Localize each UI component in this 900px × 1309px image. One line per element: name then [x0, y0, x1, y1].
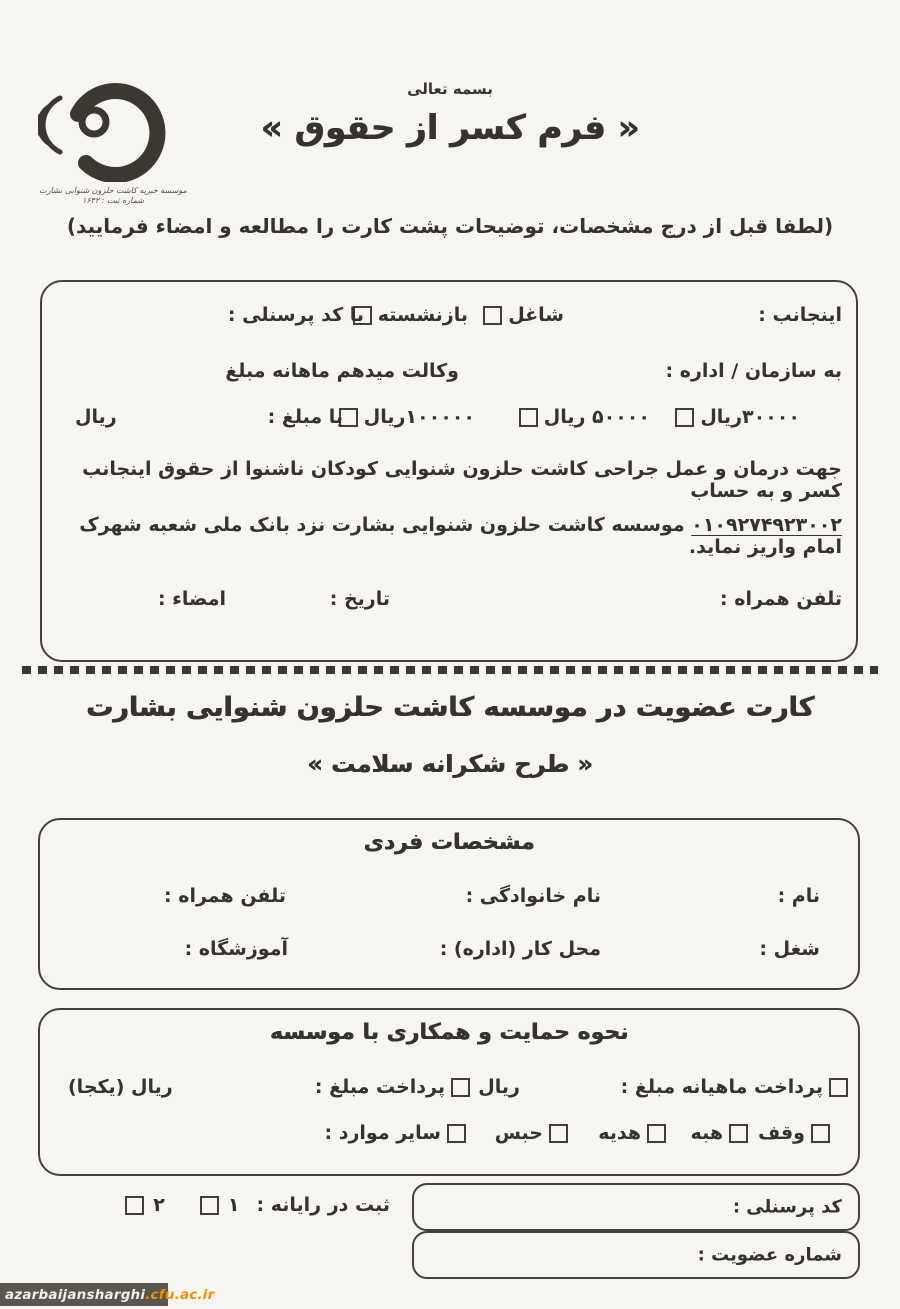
option-habs	[495, 1122, 568, 1144]
support-methods-box	[38, 1008, 860, 1176]
personal-details-box	[38, 818, 860, 990]
label-amount-100000: ۱۰۰۰۰۰ریال	[363, 406, 475, 428]
label-rial: ریال	[75, 406, 117, 428]
label-personnel-code: با کد پرسنلی :	[227, 304, 364, 326]
label-workplace: محل کار (اداره) :	[439, 938, 601, 960]
option-amount-50000	[519, 406, 650, 428]
cochlea-ear-icon	[38, 70, 178, 182]
checkbox-amount-50000[interactable]	[519, 408, 538, 427]
option-employed	[483, 304, 564, 326]
besmele-text: بسمه تعالی	[407, 80, 493, 98]
personnel-code-field[interactable]	[412, 1183, 860, 1231]
checkbox-other-cases[interactable]	[447, 1124, 466, 1143]
label-monthly-payment: پرداخت ماهیانه مبلغ :	[620, 1076, 823, 1098]
label-heba: هبه	[690, 1122, 723, 1144]
label-onetime-payment: پرداخت مبلغ :	[314, 1076, 445, 1098]
watermark-bar	[0, 1283, 215, 1306]
label-amount-50000: ۵۰۰۰۰ ریال	[543, 406, 650, 428]
watermark-domain: .cfu.ac.ir	[145, 1286, 215, 1303]
option-amount-100000	[339, 406, 475, 428]
option-amount-30000	[675, 406, 800, 428]
option-other-cases	[325, 1122, 466, 1144]
option-retired	[353, 304, 468, 326]
option-heba	[691, 1122, 748, 1144]
label-authorize-monthly: وکالت میدهم ماهانه مبلغ	[225, 360, 459, 382]
label-membership-number: شماره عضویت :	[697, 1244, 842, 1266]
label-footer-personnel-code: کد پرسنلی :	[732, 1196, 842, 1218]
checkbox-gift[interactable]	[647, 1124, 666, 1143]
checkbox-entry-1[interactable]	[200, 1196, 219, 1215]
option-waqf	[758, 1122, 830, 1144]
label-employed: شاغل	[508, 304, 564, 326]
checkbox-waqf[interactable]	[811, 1124, 830, 1143]
label-signature: امضاء :	[157, 588, 226, 610]
deduction-form-box	[40, 280, 858, 662]
account-line	[56, 514, 842, 558]
label-entry-1: ۱	[227, 1194, 240, 1216]
checkbox-monthly-payment[interactable]	[829, 1078, 848, 1097]
account-line-rest: موسسه کاشت حلزون شنوایی بشارت نزد بانک ملی شعبه شهرک امام واریز نماید.	[79, 514, 842, 558]
checkbox-amount-30000[interactable]	[675, 408, 694, 427]
label-date: تاریخ :	[329, 588, 390, 610]
dashed-separator	[22, 666, 878, 674]
label-amount-30000: ۳۰۰۰۰ریال	[700, 406, 800, 428]
label-gift: هدیه	[598, 1122, 641, 1144]
logo-caption-line1: موسسه خیریه کاشت حلزون شنوایی بشارت	[39, 186, 187, 195]
label-first-name: نام :	[777, 885, 820, 907]
label-rial-lump-sum: ریال (یکجا)	[68, 1076, 173, 1098]
label-or-amount: یا مبلغ :	[267, 406, 343, 428]
institute-logo	[38, 70, 188, 206]
label-waqf: وقف	[758, 1122, 805, 1144]
membership-card-title: کارت عضویت در موسسه کاشت حلزون شنوایی بشارت	[85, 692, 815, 723]
label-rial-monthly: ریال	[478, 1076, 520, 1098]
label-last-name: نام خانوادگی :	[465, 885, 601, 907]
form-subtitle: (لطفا قبل از درج مشخصات، توضیحات پشت کارت را مطالعه و امضاء فرمایید)	[66, 214, 834, 238]
watermark-site-name: azarbaijansharghi	[5, 1286, 146, 1303]
checkbox-onetime-payment[interactable]	[451, 1078, 470, 1097]
deduction-purpose-sentence: جهت درمان و عمل جراحی کاشت حلزون شنوایی کودکان ناشنوا از حقوق اینجانب کسر و به حساب	[82, 458, 842, 502]
label-i-the-undersigned: اینجانب :	[758, 304, 842, 326]
bank-account-number: ۰۱۰۹۲۷۴۹۲۳۰۰۲	[691, 514, 842, 536]
logo-caption-line2: شماره ثبت : ۱۶۴۲	[82, 196, 144, 205]
checkbox-habs[interactable]	[549, 1124, 568, 1143]
personal-details-title: مشخصات فردی	[363, 830, 535, 855]
option-monthly-payment	[621, 1076, 848, 1098]
checkbox-heba[interactable]	[729, 1124, 748, 1143]
checkbox-entry-2[interactable]	[125, 1196, 144, 1215]
label-to-organization: به سازمان / اداره :	[665, 360, 842, 382]
label-habs: حبس	[494, 1122, 543, 1144]
option-gift	[598, 1122, 666, 1144]
membership-number-field[interactable]	[412, 1231, 860, 1279]
label-personal-mobile: تلفن همراه :	[164, 885, 286, 907]
option-onetime-payment	[315, 1076, 470, 1098]
checkbox-employed[interactable]	[483, 306, 502, 325]
label-other-cases: سایر موارد :	[324, 1122, 441, 1144]
form-title: « فرم کسر از حقوق »	[260, 108, 640, 148]
label-mobile-phone: تلفن همراه :	[720, 588, 842, 610]
label-retired: بازنشسته	[377, 304, 468, 326]
label-job: شغل :	[759, 938, 820, 960]
computer-entry-row	[125, 1194, 390, 1216]
health-gratitude-plan-subtitle: « طرح شکرانه سلامت »	[307, 750, 593, 778]
label-computer-entry: ثبت در رایانه :	[256, 1194, 390, 1216]
label-school: آموزشگاه :	[184, 938, 288, 960]
support-methods-title: نحوه حمایت و همکاری با موسسه	[269, 1020, 629, 1045]
label-entry-2: ۲	[153, 1194, 165, 1216]
